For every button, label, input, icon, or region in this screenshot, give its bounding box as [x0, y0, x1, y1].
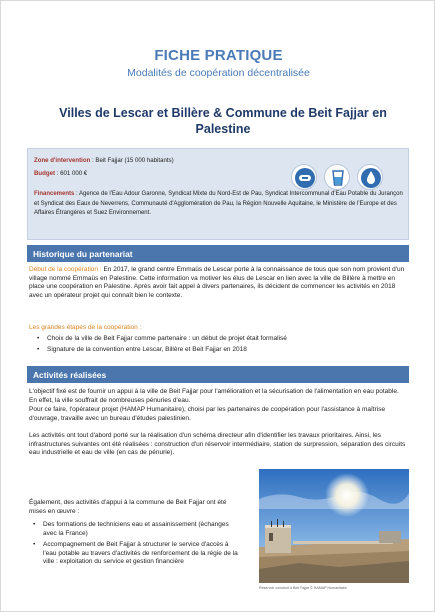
- activites-paragraph-2: Pour ce faire, l'opérateur projet (HAMAP Humanitaire), choisi par les partenaires de coopération pour l'assistance à maîtrise d'ouvrage, travaille avec un bureau d'études palestinien.: [29, 406, 386, 422]
- sanitation-icon: [291, 164, 317, 190]
- list-item: • Signature de la convention entre Lescar, Billère et Beit Fajjar en 2018: [35, 346, 405, 355]
- reservoir-photo: [259, 469, 409, 583]
- financements-line: [34, 190, 406, 219]
- section-activites-header: Activités réalisées: [27, 366, 409, 383]
- budget-line: [34, 170, 87, 178]
- activites-paragraph-1: L'objectif fixé est de fournir un appui à la ville de Beit Fajjar pour l'amélioration et la sécurisation de l'alimentation en eau potable. En effet, la ville souffrait de nombreuses pénuries d'eau.: [29, 388, 399, 404]
- water-drop-icon: [357, 164, 383, 190]
- photo-caption: Réservoir construit à Beit Fajjar © HAMAP Humanitaire: [259, 586, 347, 590]
- info-box: [27, 148, 409, 240]
- water-glass-icon: [324, 164, 350, 190]
- budget-label: Budget: [34, 170, 55, 177]
- etapes-label: Les grandes étapes de la coopération :: [29, 324, 142, 331]
- financements-value: : Agence de l'Eau Adour Garonne, Syndicat Mixte du Nord-Est de Pau, Syndicat Intercommunal d'Eau Potable du Jurançon et Syndicat des Eaux de Neverrens, Communauté d'Agglomération de Pau, la Région Nouvelle Aquitaine, le Ministère de l'Europe et des Affaires Étrangères et Suez Environnement.: [34, 191, 403, 216]
- theme-icons: [291, 164, 383, 190]
- list-item: • Des formations de techniciens eau et assainissement (échanges avec la France): [31, 521, 241, 538]
- section-historique-header: Historique du partenariat: [27, 245, 409, 262]
- debut-text: En 2017, le grand centre Emmaüs de Lescar porte à la connaissance de tous que son nom provient d'un village nommé Emmaüs en Palestine. Cette information va motiver les élus de Lescar en lien avec la ville de Billère à mettre en place une coopération en Palestine. Après avoir fait appel à divers partenaires, ils décident de commencer les activités en 2018 avec un opérateur projet qui connaît bien le contexte.: [29, 266, 405, 299]
- historique-paragraph: [29, 266, 407, 300]
- zone-value: : Beit Fajjar (15 000 habitants): [90, 157, 174, 164]
- document-title: Villes de Lescar et Billère & Commune de Beit Fajjar en Palestine: [59, 106, 387, 136]
- page-title: FICHE PRATIQUE: [154, 47, 283, 64]
- zone-label: Zone d'intervention: [34, 157, 91, 164]
- list-item: • Choix de la ville de Beit Fajjar comme partenaire : un début de projet était formalisé: [35, 335, 405, 344]
- activites-paragraph-4: Également, des activités d'appui à la commune de Beit Fajjar ont été mises en œuvre :: [29, 499, 227, 515]
- zone-line: [34, 157, 174, 165]
- activites-paragraph-3: Les activités ont tout d'abord porté sur la réalisation d'un schéma directeur afin d'identifier les travaux prioritaires. Ainsi, les infrastructures suivantes ont été réalisées : construction d'un réservoir intermédiaire, station de surpression, séparation des circuits eau industrielle et eau de ville (en cas de pénurie).: [29, 432, 406, 457]
- page-subtitle: Modalités de coopération décentralisée: [127, 67, 310, 79]
- financements-label: Financements: [34, 191, 75, 197]
- list-item: • Accompagnement de Beit Fajjar à structurer le service d'accès à l'eau potable au travers d'activités de renforcement de la régie de la ville : exploitation du service et gestion financière: [31, 541, 241, 567]
- budget-value: : 601 000 €: [55, 170, 88, 177]
- debut-label: Début de la coopération :: [29, 266, 102, 273]
